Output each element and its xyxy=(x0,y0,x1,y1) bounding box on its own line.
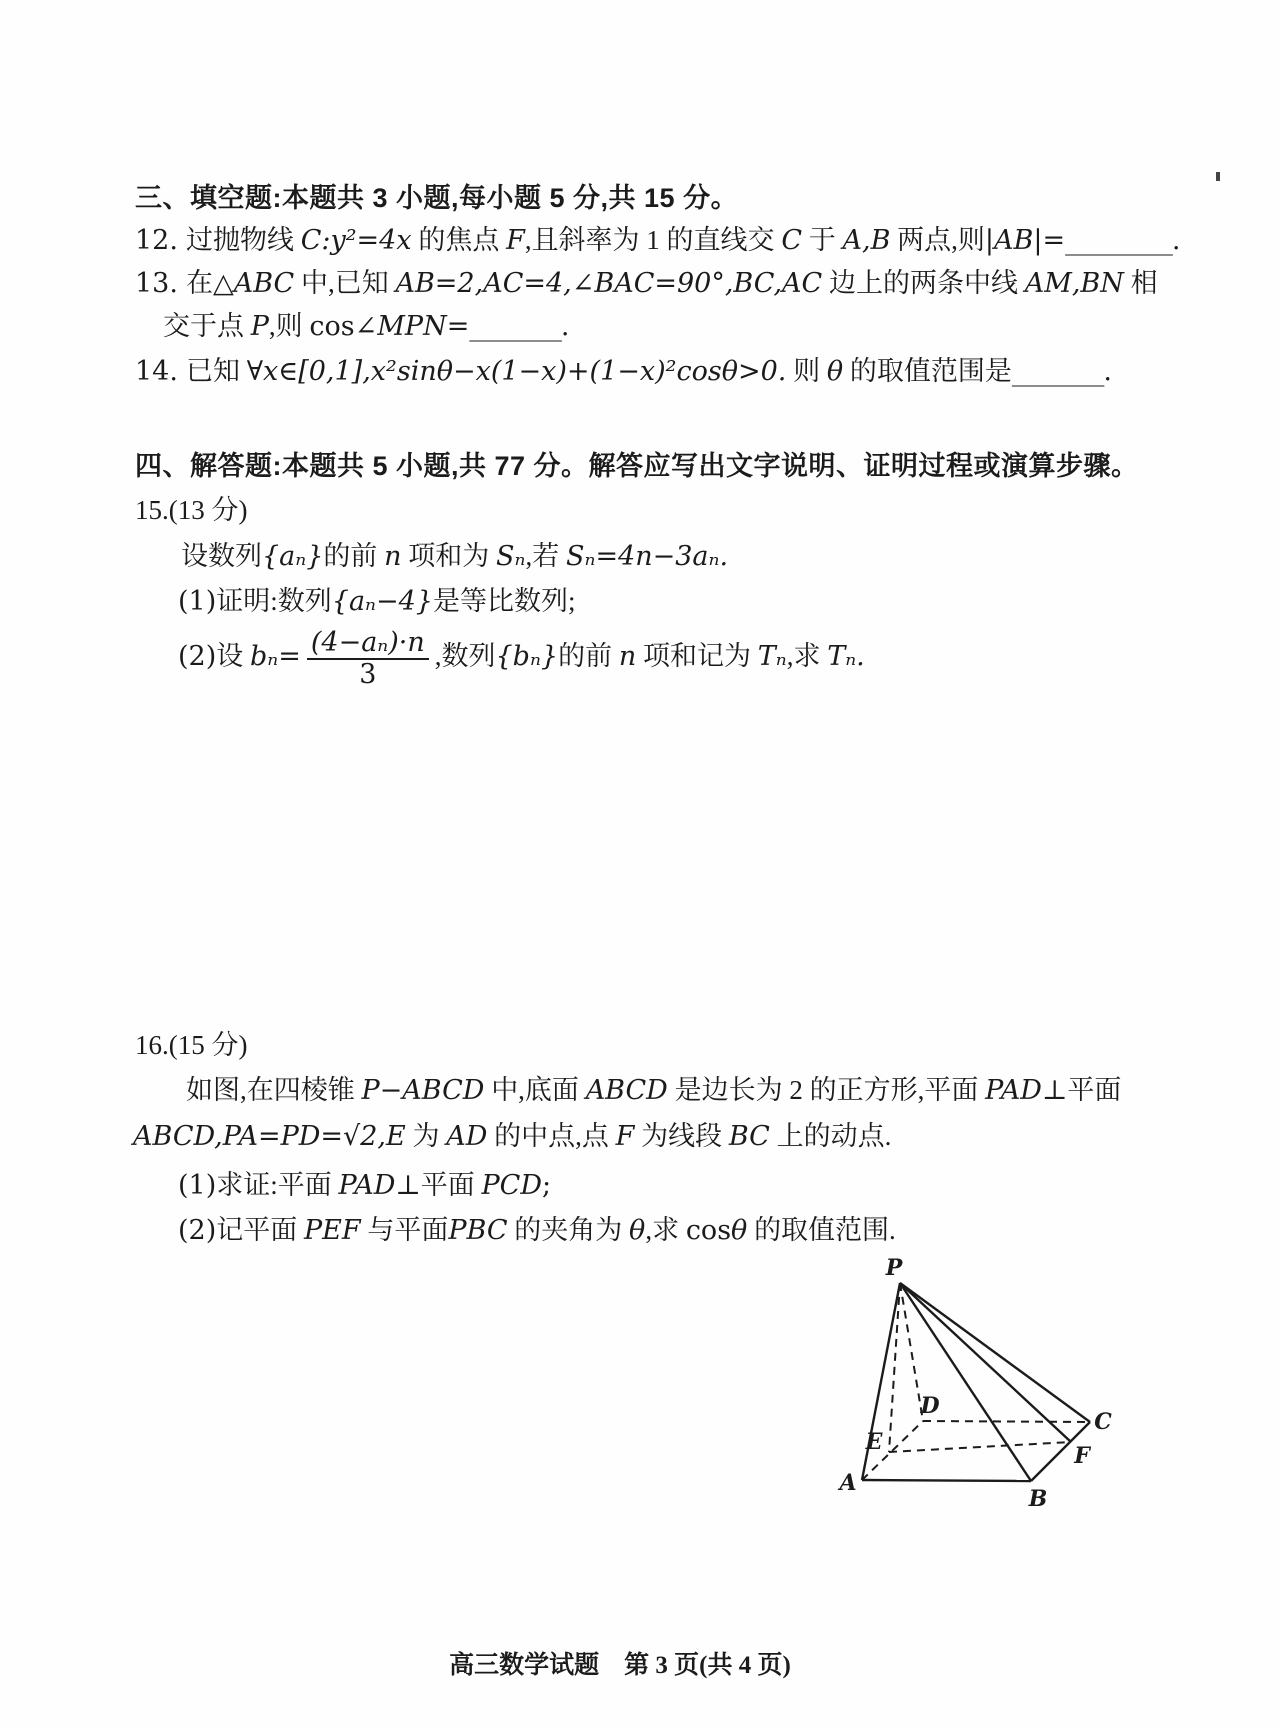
text-segment: 的前 xyxy=(323,541,385,571)
question-15-intro xyxy=(181,538,728,575)
text-segment: 上的动点. xyxy=(769,1121,892,1151)
text-segment: 则 xyxy=(786,356,827,386)
text-segment: AM,BN xyxy=(1024,268,1124,299)
vertex-label-E: E xyxy=(865,1429,883,1455)
question-15-part-2-suffix xyxy=(435,641,865,671)
text-segment: . xyxy=(1171,225,1181,256)
text-segment: △ABC xyxy=(212,268,295,299)
text-segment: 中,底面 xyxy=(484,1075,586,1105)
question-13-number: 13. xyxy=(135,268,178,299)
edge-AB xyxy=(862,1480,1031,1481)
question-16-intro-text-1 xyxy=(186,1075,1121,1105)
text-segment: PAD xyxy=(985,1075,1042,1106)
text-segment: P−ABCD xyxy=(361,1075,485,1106)
text-segment: C xyxy=(781,225,802,256)
text-segment: (1) xyxy=(178,1170,217,1201)
text-segment: Tₙ xyxy=(757,641,787,673)
text-segment: 的夹角为 xyxy=(507,1215,630,1245)
text-segment: ,则 xyxy=(268,311,310,341)
text-segment: 的焦点 xyxy=(411,225,507,255)
edge-EF xyxy=(889,1442,1071,1452)
text-segment: ,若 xyxy=(525,541,566,571)
text-segment: ,且斜率为 1 的直线交 xyxy=(524,225,782,255)
pyramid-figure xyxy=(828,1253,1132,1521)
question-16-part-2 xyxy=(178,1212,896,1249)
question-12-number: 12. xyxy=(135,225,178,256)
text-segment: 于 xyxy=(801,225,843,255)
text-segment: 边上的两条中线 xyxy=(822,268,1025,298)
question-13-line-1 xyxy=(135,265,1158,302)
edge-DC xyxy=(923,1421,1090,1422)
text-segment: 求证:平面 xyxy=(216,1170,339,1200)
text-segment: |AB|= xyxy=(984,225,1066,256)
page-footer: 高三数学试题 第 3 页(共 4 页) xyxy=(449,1652,791,1679)
text-segment: PCD xyxy=(481,1170,542,1201)
text-segment: 交于点 xyxy=(163,311,251,341)
stray-ink-mark xyxy=(1216,172,1220,181)
text-segment: 在 xyxy=(185,268,213,298)
text-segment: (2) xyxy=(178,641,217,673)
text-segment: AB=2,AC=4,∠BAC=90°,BC,AC xyxy=(395,268,823,299)
text-segment: BC xyxy=(728,1121,770,1152)
text-segment: C:y²=4x xyxy=(300,225,412,256)
question-15-part-1 xyxy=(178,583,575,620)
text-segment: θ xyxy=(629,1215,646,1246)
question-16-part-1 xyxy=(178,1167,551,1204)
question-16-heading: 16.(15 分) xyxy=(135,1030,248,1060)
question-15-heading: 15.(13 分) xyxy=(135,495,248,525)
text-segment: (1) xyxy=(178,586,217,617)
text-segment: bₙ= xyxy=(250,641,301,673)
question-14-number: 14. xyxy=(135,356,178,387)
answer-blank: _______ xyxy=(1065,225,1172,256)
question-16-intro-text-2 xyxy=(133,1121,891,1151)
text-segment: Sₙ=4n−3aₙ. xyxy=(566,541,729,572)
text-segment: ∀x∈[0,1],x²sinθ−x(1−x)+(1−x)²cosθ>0. xyxy=(246,356,787,387)
text-segment: A,B xyxy=(842,225,891,256)
question-15-part-2-prefix xyxy=(178,641,301,671)
text-segment: . xyxy=(1103,356,1113,387)
text-segment: 两点,则 xyxy=(890,225,985,255)
text-segment: 设数列 xyxy=(181,541,262,571)
vertex-label-F: F xyxy=(1074,1443,1090,1469)
vertex-label-D: D xyxy=(920,1393,940,1419)
vertex-label-C: C xyxy=(1094,1409,1112,1435)
question-13-text-1 xyxy=(186,268,1158,298)
question-15-part-1-text xyxy=(178,586,575,616)
answer-blank: ______ xyxy=(1011,356,1104,387)
text-segment: Sₙ xyxy=(496,541,526,572)
question-16-part-1-text xyxy=(178,1170,551,1200)
text-segment: Tₙ. xyxy=(827,641,865,673)
text-segment: (2) xyxy=(178,1215,217,1246)
text-segment: n xyxy=(618,641,637,673)
question-16-intro-line-2 xyxy=(133,1118,891,1155)
section-4-heading: 四、解答题:本题共 5 小题,共 77 分。解答应写出文字说明、证明过程或演算步骤。 xyxy=(135,451,1139,481)
text-segment: PBC xyxy=(448,1215,508,1246)
question-13-line-2 xyxy=(163,308,569,345)
text-segment: θ xyxy=(731,1215,748,1246)
text-segment: 是等比数列; xyxy=(432,586,576,616)
text-segment: cos xyxy=(309,311,355,342)
question-15-part-2 xyxy=(178,628,865,690)
text-segment: ⊥平面 xyxy=(395,1170,482,1200)
question-12 xyxy=(135,222,1180,259)
text-segment: 为线段 xyxy=(634,1121,729,1151)
text-segment: PAD xyxy=(338,1170,396,1201)
text-segment: PEF xyxy=(304,1215,361,1246)
text-segment: 设 xyxy=(216,641,250,672)
text-segment: 中,已知 xyxy=(294,268,396,298)
text-segment: 的中点,点 xyxy=(487,1121,616,1151)
text-segment: 证明:数列 xyxy=(216,586,332,616)
text-segment: {aₙ} xyxy=(262,541,324,572)
fraction-denominator: 3 xyxy=(359,659,377,690)
text-segment: ; xyxy=(542,1170,552,1201)
text-segment: ,求 xyxy=(645,1215,686,1245)
text-segment: 是边长为 2 的正方形,平面 xyxy=(667,1075,986,1105)
text-segment: P xyxy=(250,311,269,342)
dashed-edges xyxy=(862,1283,1090,1480)
text-segment: 与平面 xyxy=(360,1215,449,1245)
text-segment: {bₙ} xyxy=(495,641,559,673)
text-segment: {aₙ−4} xyxy=(331,586,433,617)
text-segment: AD xyxy=(446,1121,488,1152)
text-segment: 的取值范围. xyxy=(747,1215,896,1245)
section-3-heading: 三、填空题:本题共 3 小题,每小题 5 分,共 15 分。 xyxy=(135,183,739,213)
text-segment: 为 xyxy=(405,1121,447,1151)
question-13-text-2 xyxy=(163,311,569,341)
question-14-text xyxy=(186,356,1112,386)
text-segment: n xyxy=(384,541,402,572)
text-segment: 项和记为 xyxy=(636,641,758,672)
question-14 xyxy=(135,353,1112,390)
text-segment: . xyxy=(560,311,570,342)
question-16-intro-line-1 xyxy=(186,1072,1121,1109)
text-segment: 项和为 xyxy=(401,541,497,571)
answer-blank: ______ xyxy=(469,311,561,342)
text-segment: θ xyxy=(826,356,844,387)
text-segment: 已知 xyxy=(185,356,247,386)
text-segment: ABCD,PA=PD=√2,E xyxy=(133,1121,406,1152)
text-segment: 相 xyxy=(1123,268,1158,298)
text-segment: 过抛物线 xyxy=(185,225,301,255)
text-segment: 的前 xyxy=(558,641,619,672)
text-segment: 记平面 xyxy=(216,1215,304,1245)
vertex-label-P: P xyxy=(885,1255,903,1281)
text-segment: F xyxy=(615,1121,635,1152)
question-15-intro-text xyxy=(181,541,728,571)
fraction-numerator: (4−aₙ)·n xyxy=(310,627,425,658)
vertex-label-A: A xyxy=(839,1470,857,1496)
text-segment: ABCD xyxy=(585,1075,668,1106)
text-segment: cos xyxy=(685,1215,732,1246)
text-segment: ,求 xyxy=(786,641,828,672)
vertex-label-B: B xyxy=(1028,1486,1048,1512)
text-segment: 的取值范围是 xyxy=(843,356,1012,386)
text-segment: F xyxy=(506,225,525,256)
fraction xyxy=(307,628,429,690)
text-segment: ∠MPN= xyxy=(354,311,470,342)
text-segment: ⊥平面 xyxy=(1041,1075,1122,1105)
text-segment: 如图,在四棱锥 xyxy=(186,1075,362,1105)
text-segment: ,数列 xyxy=(434,641,496,672)
question-12-text xyxy=(186,225,1181,255)
question-16-part-2-text xyxy=(178,1215,896,1245)
